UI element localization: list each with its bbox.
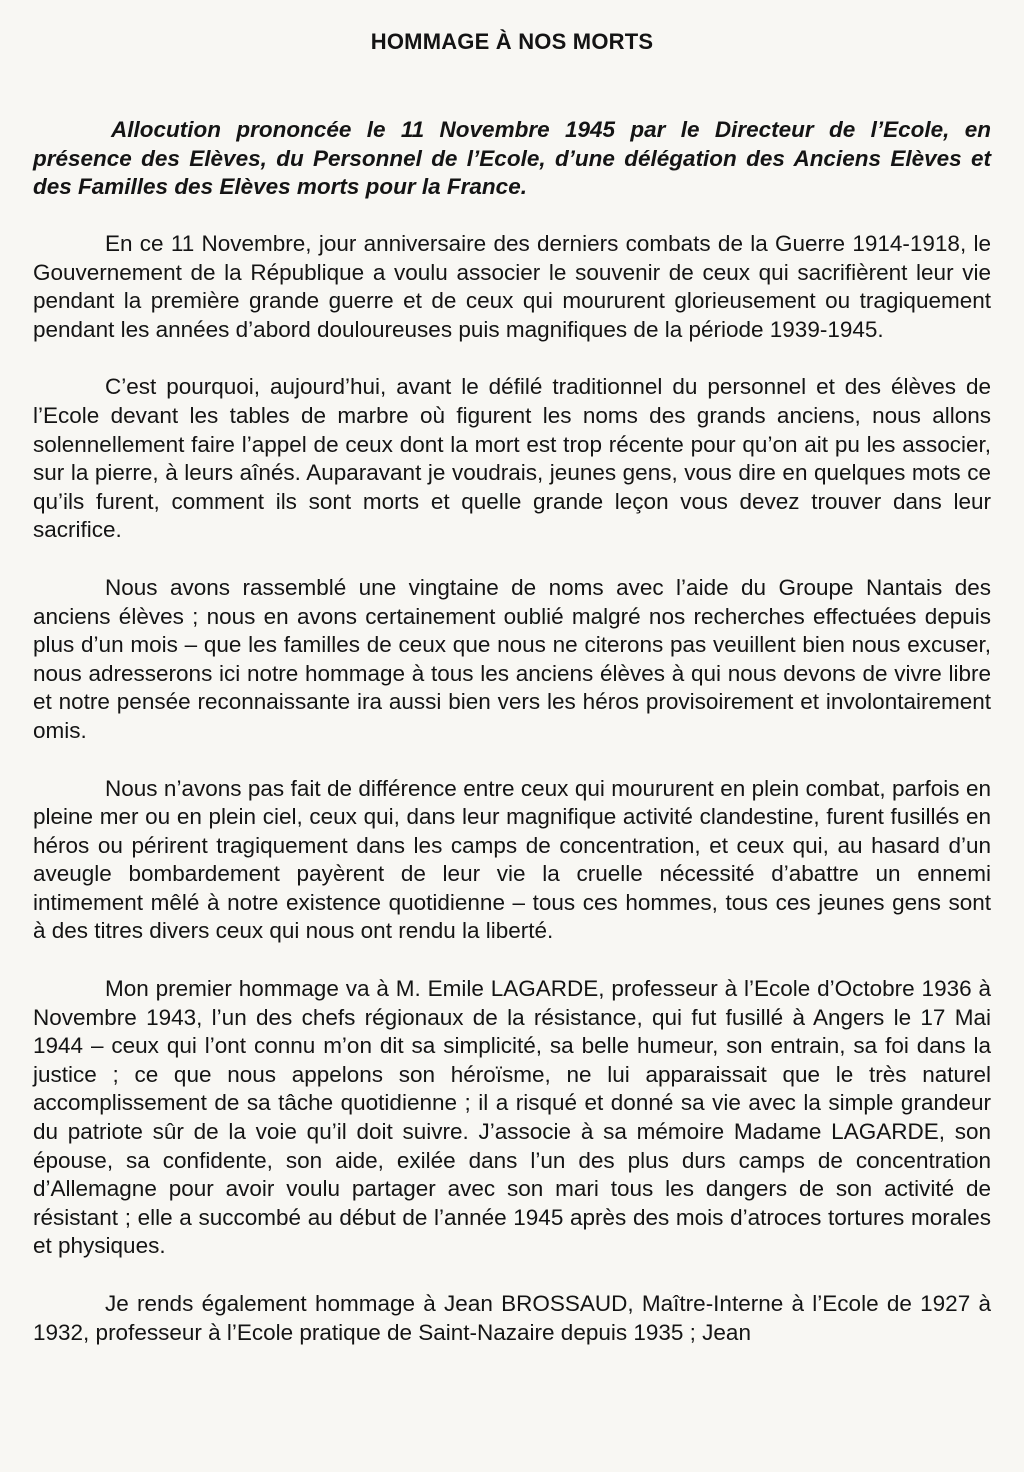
paragraph-4: Nous n’avons pas fait de différence entre ceux qui moururent en plein combat, parfois en pleine mer ou en plein ciel, ceux qui, dans leur magnifique activité clandestine, furent fusillés en héros ou périrent tragiquement dans les camps de concentration, et ceux qui, au hasard d’un aveugle bombardement payèrent de leur vie la cruelle nécessité d’abattre un ennemi intimement mêlé à notre existence quotidienne – tous ces hommes, tous ces jeunes gens sont à des titres divers ceux qui nous ont rendu la liberté.: [33, 775, 991, 944]
paragraph-1: En ce 11 Novembre, jour anniversaire des derniers combats de la Guerre 1914-1918, le Gouvernement de la République a voulu associer le souvenir de ceux qui sacrifièrent leur vie pendant la première grande guerre et de ceux qui moururent glorieusement ou tragiquement pendant les années d’abord douloureuses puis magnifiques de la période 1939-1945.: [33, 231, 991, 342]
paragraph-3: Nous avons rassemblé une vingtaine de noms avec l’aide du Groupe Nantais des anciens élèves ; nous en avons certainement oublié malgré nos recherches effectuées depuis plus d’un mois – que les familles de ceux que nous ne citerons pas veuillent bien nous excuser, nous adresserons ici notre hommage à tous les anciens élèves à qui nous devons de vivre libre et notre pensée reconnaissante ira aussi bien vers les héros provisoirement et involontairement omis.: [33, 574, 991, 743]
speech-subtitle: Allocution prononcée le 11 Novembre 1945 par le Directeur de l’Ecole, en présence des Elèves, du Personnel de l’Ecole, d’une délégation des Anciens Elèves et des Familles des Elèves morts pour la France.: [33, 117, 991, 199]
paragraph-6: Je rends également hommage à Jean BROSSAUD, Maître-Interne à l’Ecole de 1927 à 1932, professeur à l’Ecole pratique de Saint-Nazaire depuis 1935 ; Jean: [33, 1291, 991, 1345]
paragraph-5: Mon premier hommage va à M. Emile LAGARDE, professeur à l’Ecole d’Octobre 1936 à Novembre 1943, l’un des chefs régionaux de la résistance, qui fut fusillé à Angers le 17 Mai 1944 – ceux qui l’ont connu m’on dit sa simplicité, sa belle humeur, son entrain, sa foi dans la justice ; ce que nous appelons son héroïsme, ne lui apparaissait que le très naturel accomplissement de sa tâche quotidienne ; il a risqué et donné sa vie avec la simple grandeur du patriote sûr de la voie qu’il doit suivre. J’associe à sa mémoire Madame LAGARDE, son épouse, sa confidente, son aide, exilée dans l’un des plus durs camps de concentration d’Allemagne pour avoir voulu partager avec son mari tous les dangers de son activité de résistant ; elle a succombé au début de l’année 1945 après des mois d’atroces tortures morales et physiques.: [33, 976, 991, 1259]
paragraph-2: C’est pourquoi, aujourd’hui, avant le défilé traditionnel du personnel et des élèves de l’Ecole devant les tables de marbre où figurent les noms des grands anciens, nous allons solennellement faire l’appel de ceux dont la mort est trop récente pour qu’on ait pu les associer, sur la pierre, à leurs aînés. Auparavant je voudrais, jeunes gens, vous dire en quelques mots ce qu’ils furent, comment ils sont morts et quelle grande leçon vous devez trouver dans leur sacrifice.: [33, 374, 991, 543]
page-title: HOMMAGE À NOS MORTS: [370, 29, 654, 54]
document-body: [33, 230, 991, 1376]
